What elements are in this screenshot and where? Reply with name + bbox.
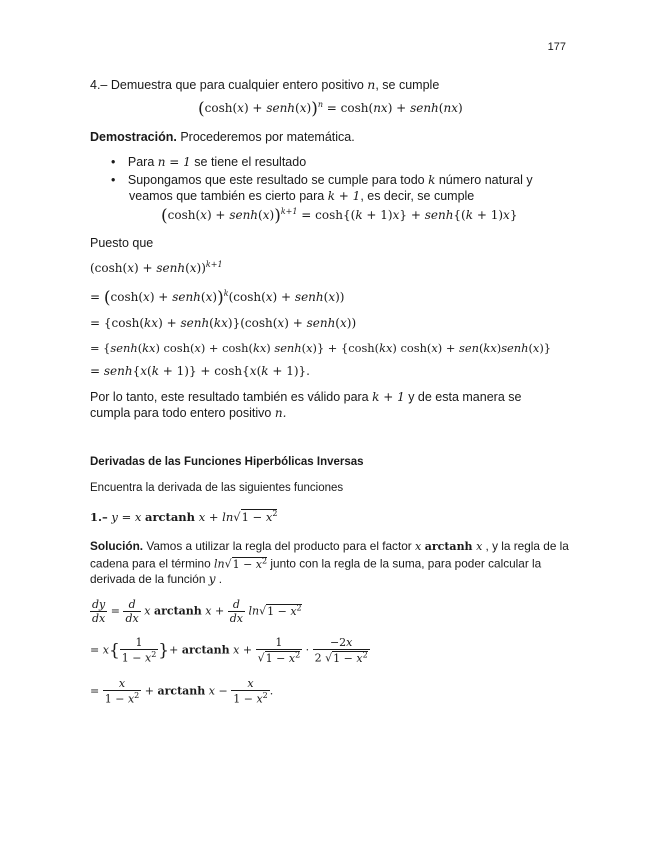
derivative-line-1: $\frac{dy}{dx}$ = $\frac{d}{dx}$ x arctanh x + $\frac{d}{dx}$ $\ln√1 - x^2$ [92,598,302,625]
bullet-2-math-k1: k + 1 [327,189,361,203]
frac-minus2x: $\frac{-2x}{2 √1 - x^2}$ [314,636,368,665]
solution-line3-post: . [215,572,223,586]
conclusion-line2 [90,406,286,420]
bullet-2-line1 [111,173,566,187]
bullet-1-post: se tiene el resultado [190,155,307,169]
step-3: = {senh(kx) cosh(x) + cosh(kx) senh(x)} + {cosh(kx) cosh(x) + sen(kx)senh(x)} [90,341,552,355]
frac-x-over-1-x2: $\frac{x}{1 - x^2}$ [104,677,140,706]
solution-line2-math: $\ln√1 - x^2$ [213,556,268,571]
solution-line1-math: x arctanh x [415,540,483,553]
solution-line2-post: junto con la regla de la suma, para poder calcular la [267,556,542,571]
bullet-2-pre: Supongamos que este resultado se cumple para todo [127,173,429,187]
solution-label: Solución. [90,539,144,553]
solution-line3-math: y [208,572,216,586]
solution-line2-pre: cadena para el término [90,556,214,571]
bullet-1 [111,155,306,169]
solution-line3 [90,572,222,586]
demo-text: Procederemos por matemática. [180,130,355,144]
dy-dx-fraction: $\frac{dy}{dx}$ [92,598,106,625]
puesto-que: Puesto que [90,236,154,250]
exercise-1-label: 1.– [90,509,108,524]
conclusion-pre: Por lo tanto, este resultado también es válido para [90,390,373,404]
conclusion-line1 [90,390,566,404]
page-number: 177 [547,41,566,53]
step-0: (cosh(x) + senh(x))$^{k+1}$ [90,260,223,275]
bullet-2-post: número natural y [435,173,533,187]
solution-line1 [90,539,569,553]
exercise-1: 1.– y = x arctanh $x + \ln√1 - x^2$ [90,509,278,524]
conclusion-line2-pre: cumpla para todo entero positivo [90,406,275,420]
demo-paragraph [90,130,355,144]
exercise-number: 4.– [90,78,108,92]
bullet-2-line2-post: , es decir, se cumple [360,189,475,203]
intro-text: Encuentra la derivada de las siguientes funciones [90,482,344,494]
bullet-2-line2 [129,189,474,203]
statement-text: Demuestra que para cualquier entero positivo [110,78,364,92]
bullet-1-pre: Para [127,155,158,169]
derivative-line-3: = $\frac{x}{1 - x^2}$ + arctanh x − $\frac{x}{1 - x^2}$ . [90,677,274,706]
bullet-2-math-k: k [428,173,436,187]
derivative-line-2: = x{ $\frac{1}{1 - x^2}$ }+ arctanh x + $\frac{1}{√1 - x^2}$ · $\frac{-2x}{2 √1 - x^2}$ [90,636,368,665]
bullet-dot: • [111,173,116,187]
bullet-1-math: n = 1 [157,155,191,169]
variable-n: n [367,77,376,92]
main-formula: (cosh(x) + senh(x))$^n$ = cosh(nx) + senh(nx) [198,99,463,119]
solution-line1-pre: Vamos a utilizar la regla del producto para el factor [146,539,416,553]
frac-1-over-1-x2: $\frac{1}{1 - x^2}$ [121,636,157,665]
d-dx-fraction: $\frac{d}{dx}$ [125,598,139,625]
conclusion-post: y de esta manera se [404,390,522,404]
statement-end: , se cumple [375,78,440,92]
bullet-2-line2-pre: veamos que también es cierto para [129,189,328,203]
conclusion-math: k + 1 [372,390,405,404]
step-4: = senh{x(k + 1)} + cosh{x(k + 1)}. [90,364,310,378]
d-dx-fraction-2: $\frac{d}{dx}$ [229,598,243,625]
frac-x-over-1-x2-b: $\frac{x}{1 - x^2}$ [233,677,268,706]
solution-line1-post: , y la regla de la [482,539,569,553]
exercise-4-statement [90,77,439,92]
conclusion-line2-math: n. [274,406,287,420]
demo-label: Demostración. [90,130,177,144]
step-2: = {cosh(kx) + senh(kx)}(cosh(x) + senh(x)) [90,316,357,330]
solution-line2 [90,556,541,571]
solution-line3-pre: derivada de la función [90,572,209,586]
section-title: Derivadas de las Funciones Hiperbólicas Inversas [90,456,364,468]
step-1: = (cosh(x) + senh(x))$^k$(cosh(x) + senh(x)) [90,288,345,308]
bullet-2-formula: (cosh(x) + senh(x))$^{k+1}$ = cosh{(k + 1)x} + senh{(k + 1)x} [161,206,518,226]
bullet-dot: • [111,155,116,169]
frac-1-over-sqrt: $\frac{1}{√1 - x^2}$ [257,636,301,665]
